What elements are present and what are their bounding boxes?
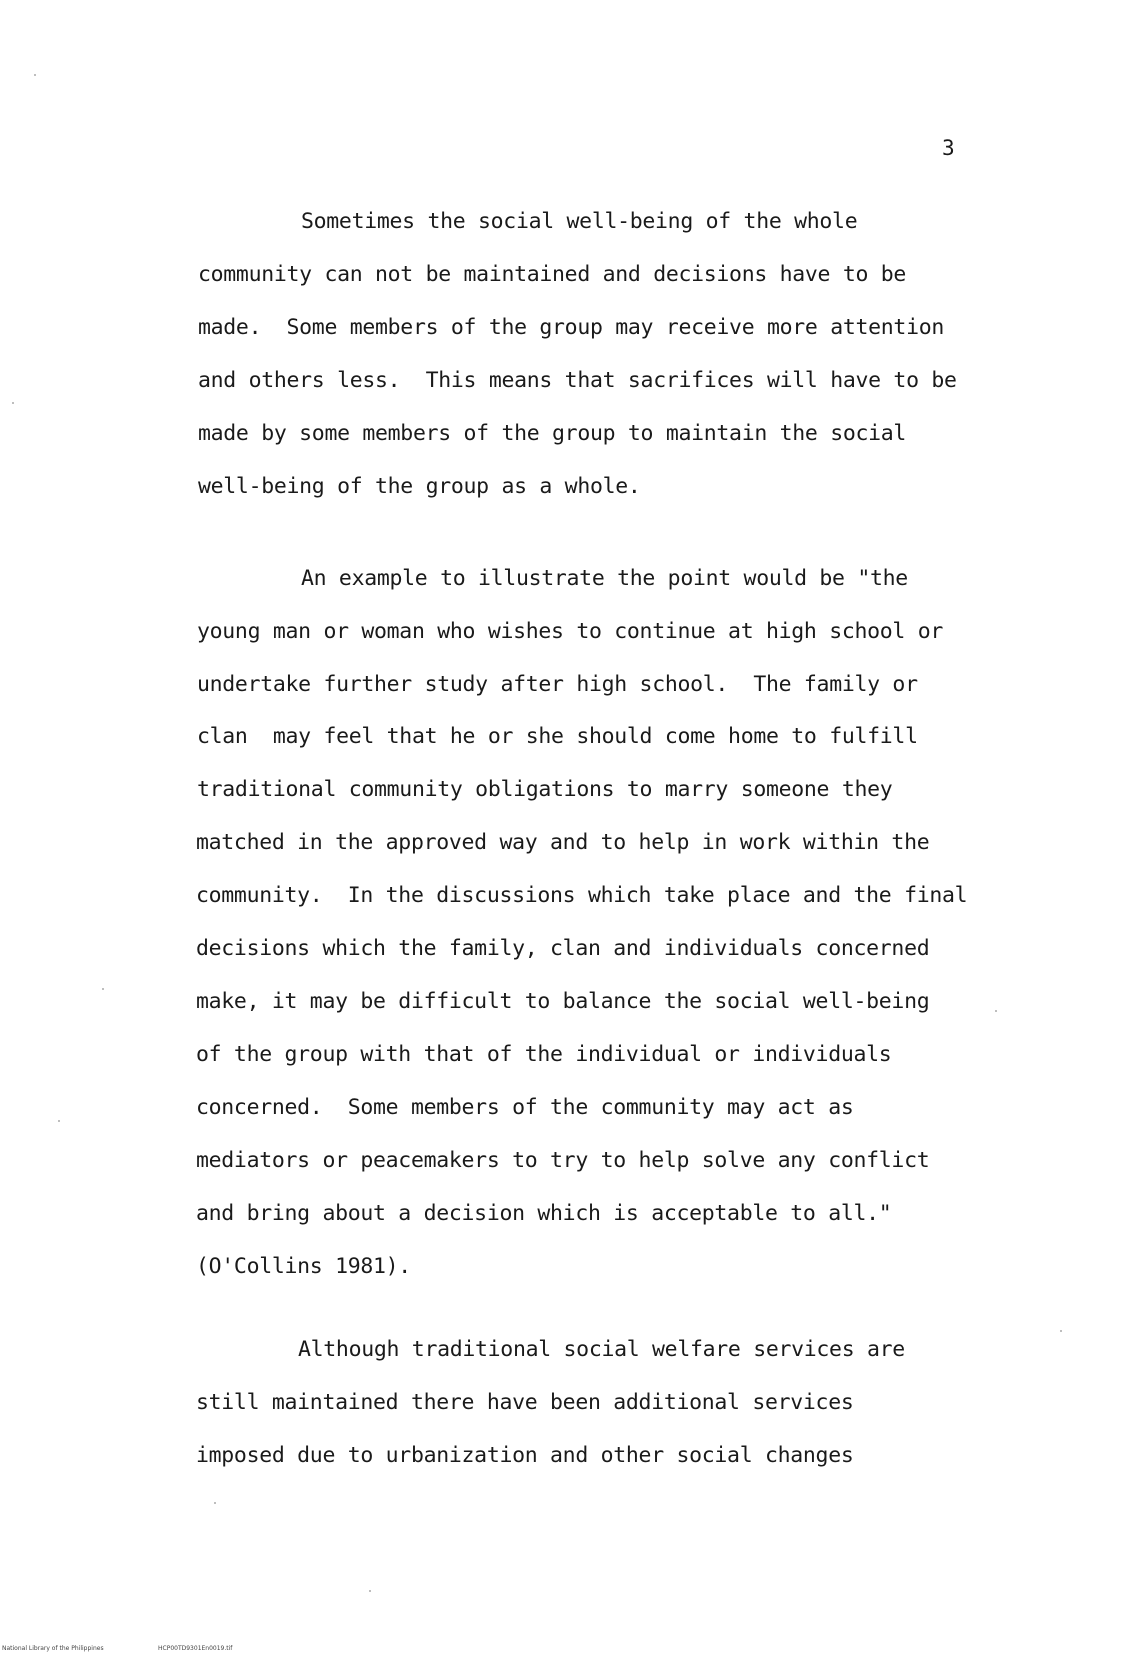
scan-speck (214, 1502, 216, 1504)
text-line: of the group with that of the individual or individuals (196, 1042, 892, 1067)
text-line: and bring about a decision which is acceptable to all." (196, 1201, 892, 1226)
text-line: make, it may be difficult to balance the social well-being (196, 989, 930, 1014)
scan-speck (1060, 1330, 1062, 1332)
footer-library: National Library of the Philippines (2, 1645, 104, 1652)
page-number: 3 (942, 136, 955, 160)
text-line: made. Some members of the group may receive more attention (198, 315, 945, 340)
text-line: clan may feel that he or she should come home to fulfill (197, 724, 918, 749)
text-line: still maintained there have been additional services (196, 1390, 854, 1415)
text-line: community can not be maintained and decisions have to be (198, 262, 907, 287)
scan-speck (58, 1120, 60, 1122)
text-line: imposed due to urbanization and other social changes (196, 1443, 854, 1468)
text-line: made by some members of the group to maintain the social (198, 421, 907, 446)
text-line: matched in the approved way and to help in work within the (196, 830, 930, 855)
text-line: Sometimes the social well-being of the whole (301, 209, 858, 234)
text-line: undertake further study after high school. The family or (197, 672, 918, 697)
scan-speck (369, 1590, 371, 1592)
text-line: decisions which the family, clan and individuals concerned (196, 936, 930, 961)
scan-speck (102, 988, 104, 990)
text-line: traditional community obligations to marry someone they (197, 777, 893, 802)
footer-file-id: HCP00TD9301En0019.tif (158, 1645, 233, 1652)
text-line: An example to illustrate the point would be "the (301, 566, 908, 591)
text-line: concerned. Some members of the community may act as (196, 1095, 854, 1120)
scan-speck (995, 1010, 997, 1012)
scan-speck (12, 402, 14, 404)
scan-speck (34, 74, 36, 76)
text-line: well-being of the group as a whole. (198, 474, 641, 499)
text-line: Although traditional social welfare services are (298, 1337, 905, 1362)
text-line: mediators or peacemakers to try to help solve any conflict (196, 1148, 930, 1173)
text-line: young man or woman who wishes to continue at high school or (197, 619, 944, 644)
text-line: community. In the discussions which take place and the final (196, 883, 968, 908)
text-line: and others less. This means that sacrifices will have to be (198, 368, 957, 393)
text-line: (O'Collins 1981). (196, 1254, 411, 1279)
